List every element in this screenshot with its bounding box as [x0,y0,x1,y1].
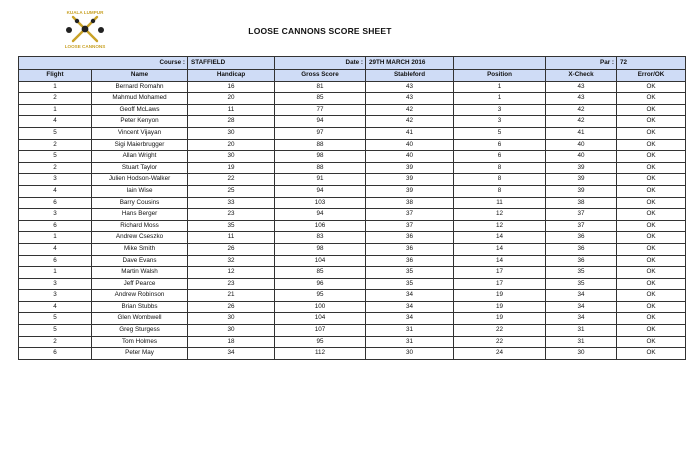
gross-score-cell: 112 [275,348,366,360]
stableford-cell: 36 [366,255,454,267]
position-cell: 5 [454,127,546,139]
position-cell: 8 [454,185,546,197]
stableford-cell: 34 [366,290,454,302]
flight-cell: 1 [19,104,92,116]
table-row [19,185,686,197]
position-cell: 24 [454,348,546,360]
flight-cell: 4 [19,243,92,255]
handicap-cell: 11 [188,104,275,116]
status-cell: OK [617,348,686,360]
gross-score-cell: 104 [275,313,366,325]
name-cell: Andrew Robinson [92,290,188,302]
table-row [19,127,686,139]
x-check-cell: 39 [546,162,617,174]
flight-cell: 3 [19,278,92,290]
position-cell: 12 [454,209,546,221]
status-cell: OK [617,336,686,348]
gross-score-cell: 94 [275,209,366,221]
handicap-cell: 30 [188,313,275,325]
name-cell: Martin Walsh [92,267,188,279]
flight-cell: 2 [19,336,92,348]
date-value: 29TH MARCH 2016 [366,57,454,70]
flight-cell: 6 [19,197,92,209]
status-cell: OK [617,127,686,139]
status-cell: OK [617,313,686,325]
handicap-cell: 23 [188,278,275,290]
stableford-cell: 30 [366,348,454,360]
gross-score-cell: 85 [275,93,366,105]
table-row [19,267,686,279]
handicap-cell: 22 [188,174,275,186]
stableford-cell: 34 [366,301,454,313]
gross-score-cell: 77 [275,104,366,116]
handicap-cell: 16 [188,81,275,93]
name-cell: Bernard Romahn [92,81,188,93]
status-cell: OK [617,104,686,116]
table-row [19,81,686,93]
logo-bottom-text: LOOSE CANNONS [64,44,106,49]
status-cell: OK [617,255,686,267]
score-rows [19,81,686,359]
gross-score-cell: 103 [275,197,366,209]
par-value: 72 [617,57,686,70]
status-cell: OK [617,174,686,186]
status-cell: OK [617,209,686,221]
course-value: STAFFIELD [188,57,275,70]
handicap-cell: 20 [188,93,275,105]
column-header-position: Position [454,70,546,82]
name-cell: Tom Holmes [92,336,188,348]
table-row [19,104,686,116]
x-check-cell: 36 [546,243,617,255]
status-cell: OK [617,162,686,174]
x-check-cell: 35 [546,278,617,290]
table-row [19,139,686,151]
name-cell: Peter Kenyon [92,116,188,128]
status-cell: OK [617,325,686,337]
stableford-cell: 41 [366,127,454,139]
stableford-cell: 34 [366,313,454,325]
gross-score-cell: 81 [275,81,366,93]
name-cell: Andrew Cseszko [92,232,188,244]
flight-cell: 6 [19,255,92,267]
position-cell: 19 [454,313,546,325]
stableford-cell: 43 [366,93,454,105]
gross-score-cell: 85 [275,267,366,279]
gross-score-cell: 94 [275,116,366,128]
gross-score-cell: 97 [275,127,366,139]
table-row [19,278,686,290]
table-row [19,116,686,128]
x-check-cell: 36 [546,255,617,267]
table-row [19,336,686,348]
handicap-cell: 26 [188,301,275,313]
position-cell: 14 [454,243,546,255]
x-check-cell: 39 [546,185,617,197]
name-cell: Iain Wise [92,185,188,197]
table-row [19,162,686,174]
gross-score-cell: 95 [275,290,366,302]
name-cell: Allan Wright [92,151,188,163]
stableford-cell: 31 [366,325,454,337]
x-check-cell: 42 [546,104,617,116]
table-row [19,174,686,186]
flight-cell: 6 [19,348,92,360]
table-row [19,325,686,337]
name-cell: Jeff Pearce [92,278,188,290]
handicap-cell: 11 [188,232,275,244]
column-header-name: Name [92,70,188,82]
flight-cell: 2 [19,139,92,151]
info-row [19,57,686,70]
status-cell: OK [617,93,686,105]
status-cell: OK [617,185,686,197]
position-cell: 19 [454,301,546,313]
flight-cell: 5 [19,127,92,139]
name-cell: Mike Smith [92,243,188,255]
stableford-cell: 37 [366,220,454,232]
position-cell: 22 [454,336,546,348]
x-check-cell: 40 [546,139,617,151]
status-cell: OK [617,81,686,93]
x-check-cell: 35 [546,267,617,279]
handicap-cell: 12 [188,267,275,279]
flight-cell: 1 [19,232,92,244]
table-row [19,243,686,255]
name-cell: Brian Stubbs [92,301,188,313]
x-check-cell: 36 [546,232,617,244]
x-check-cell: 42 [546,116,617,128]
position-cell: 1 [454,93,546,105]
handicap-cell: 34 [188,348,275,360]
score-table [18,56,686,360]
x-check-cell: 40 [546,151,617,163]
sheet-title: LOOSE CANNONS SCORE SHEET [248,26,392,36]
column-header-x-check: X-Check [546,70,617,82]
name-cell: Hans Berger [92,209,188,221]
handicap-cell: 30 [188,127,275,139]
name-cell: Barry Cousins [92,197,188,209]
x-check-cell: 43 [546,93,617,105]
gross-score-cell: 83 [275,232,366,244]
flight-cell: 5 [19,151,92,163]
x-check-cell: 41 [546,127,617,139]
flight-cell: 3 [19,174,92,186]
handicap-cell: 30 [188,325,275,337]
position-cell: 3 [454,116,546,128]
gross-score-cell: 94 [275,185,366,197]
gross-score-cell: 106 [275,220,366,232]
status-cell: OK [617,197,686,209]
column-header-flight: Flight [19,70,92,82]
stableford-cell: 39 [366,185,454,197]
date-label: Date : [275,57,366,70]
table-row [19,93,686,105]
table-row [19,255,686,267]
stableford-cell: 39 [366,162,454,174]
position-cell: 8 [454,162,546,174]
handicap-cell: 32 [188,255,275,267]
name-cell: Dave Evans [92,255,188,267]
name-cell: Richard Moss [92,220,188,232]
table-row [19,151,686,163]
x-check-cell: 34 [546,313,617,325]
handicap-cell: 26 [188,243,275,255]
stableford-cell: 35 [366,267,454,279]
gross-score-cell: 88 [275,162,366,174]
handicap-cell: 25 [188,185,275,197]
stableford-cell: 36 [366,243,454,255]
handicap-cell: 18 [188,336,275,348]
column-header-error-ok: Error/OK [617,70,686,82]
handicap-cell: 28 [188,116,275,128]
par-label: Par : [546,57,617,70]
x-check-cell: 38 [546,197,617,209]
handicap-cell: 35 [188,220,275,232]
handicap-cell: 33 [188,197,275,209]
table-row [19,290,686,302]
handicap-cell: 30 [188,151,275,163]
flight-cell: 1 [19,81,92,93]
name-cell: Mahmud Mohamed [92,93,188,105]
gross-score-cell: 95 [275,336,366,348]
table-row [19,197,686,209]
handicap-cell: 19 [188,162,275,174]
stableford-cell: 40 [366,139,454,151]
table-row [19,313,686,325]
flight-cell: 3 [19,209,92,221]
name-cell: Vincent Vijayan [92,127,188,139]
status-cell: OK [617,139,686,151]
position-cell: 6 [454,151,546,163]
position-cell: 22 [454,325,546,337]
name-cell: Peter May [92,348,188,360]
flight-cell: 3 [19,290,92,302]
course-label: Course : [19,57,188,70]
gross-score-cell: 96 [275,278,366,290]
name-cell: Glen Wombwell [92,313,188,325]
x-check-cell: 39 [546,174,617,186]
position-cell: 14 [454,255,546,267]
flight-cell: 1 [19,267,92,279]
gross-score-cell: 107 [275,325,366,337]
status-cell: OK [617,220,686,232]
gross-score-cell: 88 [275,139,366,151]
stableford-cell: 42 [366,116,454,128]
table-row [19,301,686,313]
column-header-row [19,70,686,82]
position-cell: 11 [454,197,546,209]
x-check-cell: 43 [546,81,617,93]
stableford-cell: 42 [366,104,454,116]
handicap-cell: 20 [188,139,275,151]
table-row [19,348,686,360]
gross-score-cell: 91 [275,174,366,186]
flight-cell: 2 [19,162,92,174]
gross-score-cell: 100 [275,301,366,313]
column-header-handicap: Handicap [188,70,275,82]
x-check-cell: 37 [546,220,617,232]
stableford-cell: 39 [366,174,454,186]
position-cell: 12 [454,220,546,232]
stableford-cell: 37 [366,209,454,221]
flight-cell: 5 [19,325,92,337]
x-check-cell: 31 [546,336,617,348]
column-header-stableford: Stableford [366,70,454,82]
name-cell: Sigi Maierbrugger [92,139,188,151]
x-check-cell: 30 [546,348,617,360]
position-cell: 17 [454,267,546,279]
gross-score-cell: 98 [275,151,366,163]
gross-score-cell: 98 [275,243,366,255]
column-header-gross-score: Gross Score [275,70,366,82]
stableford-cell: 38 [366,197,454,209]
status-cell: OK [617,243,686,255]
x-check-cell: 34 [546,290,617,302]
name-cell: Julien Hodson-Walker [92,174,188,186]
flight-cell: 5 [19,313,92,325]
name-cell: Greg Sturgess [92,325,188,337]
handicap-cell: 21 [188,290,275,302]
table-row [19,232,686,244]
flight-cell: 2 [19,93,92,105]
position-cell: 19 [454,290,546,302]
logo-top-text: KUALA LUMPUR [66,10,104,15]
status-cell: OK [617,267,686,279]
x-check-cell: 37 [546,209,617,221]
x-check-cell: 34 [546,301,617,313]
position-cell: 14 [454,232,546,244]
stableford-cell: 31 [366,336,454,348]
position-cell: 8 [454,174,546,186]
status-cell: OK [617,290,686,302]
status-cell: OK [617,116,686,128]
name-cell: Geoff McLaws [92,104,188,116]
stableford-cell: 35 [366,278,454,290]
table-row [19,209,686,221]
x-check-cell: 31 [546,325,617,337]
name-cell: Stuart Taylor [92,162,188,174]
status-cell: OK [617,278,686,290]
status-cell: OK [617,151,686,163]
stableford-cell: 36 [366,232,454,244]
status-cell: OK [617,301,686,313]
position-cell: 3 [454,104,546,116]
info-spacer [454,57,546,70]
status-cell: OK [617,232,686,244]
position-cell: 17 [454,278,546,290]
flight-cell: 4 [19,116,92,128]
stableford-cell: 40 [366,151,454,163]
flight-cell: 4 [19,185,92,197]
position-cell: 6 [454,139,546,151]
stableford-cell: 43 [366,81,454,93]
position-cell: 1 [454,81,546,93]
flight-cell: 4 [19,301,92,313]
gross-score-cell: 104 [275,255,366,267]
handicap-cell: 23 [188,209,275,221]
flight-cell: 6 [19,220,92,232]
table-row [19,220,686,232]
